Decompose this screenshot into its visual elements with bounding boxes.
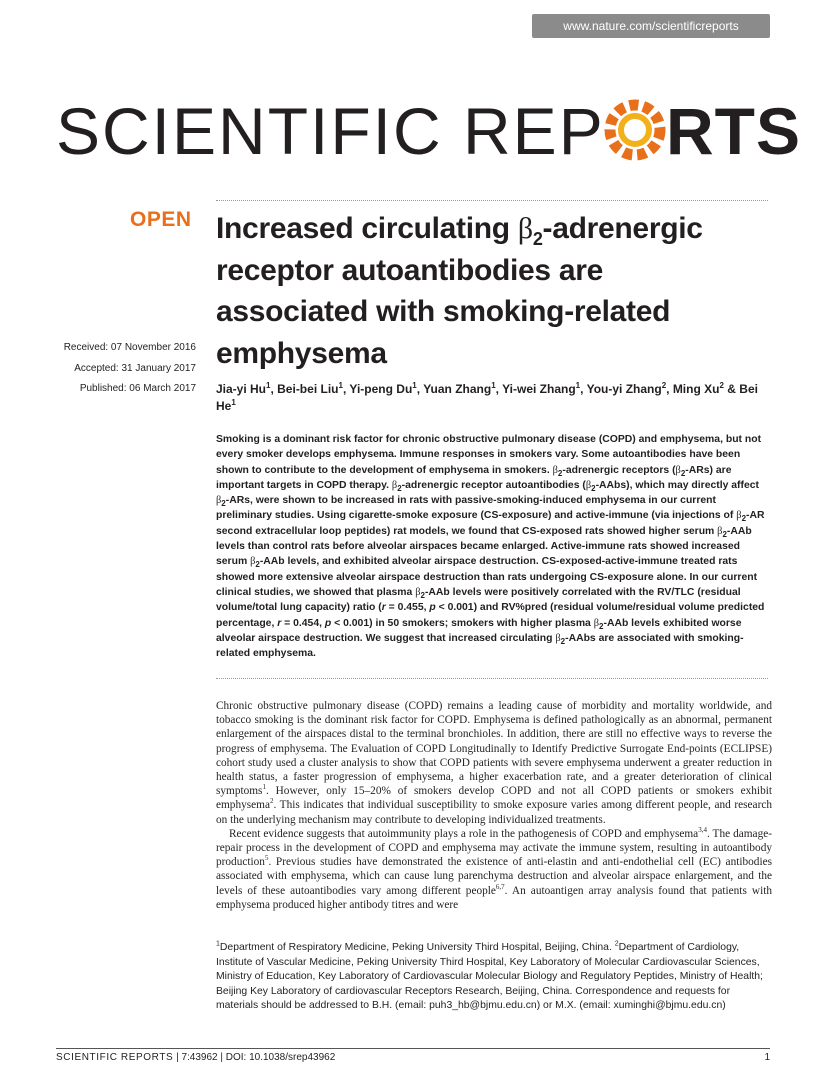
- abstract: [216, 432, 772, 661]
- logo-o-outer: [610, 105, 660, 155]
- body-text: [216, 699, 772, 912]
- text-run: . Previous studies have demonstrated the existence of anti-elastin and anti-endothelial cell (EC) antibodies associated with emphysema, which can cause lung parenchyma destruction and alveolar airspace enlargement, and the levels of these autoantibodies vary among different people: [216, 856, 772, 897]
- beta-subscript: 2: [599, 621, 604, 631]
- article-dates: [20, 338, 196, 400]
- text-run: -AAb levels were positively correlated with the RV/TLC (residual volume/total lung capacity) ratio (: [216, 586, 741, 614]
- text-run: Recent evidence suggests that autoimmunity plays a role in the pathogenesis of COPD and emphysema: [229, 827, 699, 840]
- text-run: Chronic obstructive pulmonary disease (COPD) remains a leading cause of morbidity and mortality worldwide, and tobacco smoking is the dominant risk factor for COPD. Emphysema is defined pathologically as an abnormal, permanent enlargement of the airspaces distal to the terminal bronchioles. In addition, there are still no effective ways to reverse the progress of emphysema. The Evaluation of COPD Longitudinally to Identify Predictive Surrogate End-points (ECLIPSE) cohort study used a cluster analysis to show that COPD patients with severe emphysema underwent a greater reduction in health status, a faster progression of emphysema, a higher exacerbation rate, and a greater deterioration of clinical symptoms: [216, 700, 772, 798]
- author-name: Yuan Zhang: [423, 382, 492, 396]
- text-run: -AAbs), which may directly affect: [595, 479, 759, 491]
- author-name: You-yi Zhang: [586, 382, 662, 396]
- text-run: -AR second extracellular loop peptides) rat models, we found that CS-exposed rats showed higher serum: [216, 510, 765, 537]
- accepted-date: Accepted: 31 January 2017: [74, 362, 196, 374]
- text-run: -AAb levels than control rats before alveolar airspaces became enlarged. Active-immune rats showed increased serum: [216, 525, 752, 568]
- body-paragraph-1: [216, 699, 772, 827]
- title-line3: associated with smoking-related: [216, 295, 671, 328]
- beta-symbol: β: [585, 479, 592, 491]
- title-line1-post: -adrenergic: [542, 212, 703, 245]
- author-name: Bei-bei Liu: [277, 382, 339, 396]
- beta-symbol: β: [555, 632, 561, 644]
- text-run: -adrenergic receptor autoantibodies (: [401, 479, 586, 491]
- text-run: < 0.001) in 50 smokers; smokers with higher plasma: [331, 617, 594, 629]
- footer-rule: [56, 1048, 770, 1049]
- journal-masthead-logo: [56, 88, 801, 168]
- logo-o-mark: [610, 105, 660, 155]
- text-run: < 0.001) and RV%pred (residual volume/residual volume predicted percentage,: [216, 602, 765, 629]
- title-separator: [216, 200, 768, 201]
- beta-symbol: β: [736, 510, 742, 522]
- author-affiliation-mark: 1: [266, 381, 271, 390]
- text-run: = 0.455,: [385, 602, 430, 614]
- beta-subscript: 2: [221, 499, 226, 509]
- published-date: Published: 06 March 2017: [79, 383, 196, 394]
- author-name: Jia-yi Hu: [216, 382, 267, 396]
- text-run: . This indicates that individual susceptibility to smoke exposure varies among different people, and research on the underlying mechanism may contribute to developing individualized treatments.: [216, 799, 772, 826]
- beta-subscript: 2: [591, 483, 596, 493]
- text-run: . The damage-repair process in the development of COPD and emphysema may activate the immune system, resulting in autoantibody production: [216, 827, 772, 869]
- beta-symbol: β: [717, 525, 723, 537]
- masthead-text-part1: SCIENTIFIC REP: [56, 94, 605, 168]
- title-line4: emphysema: [216, 336, 387, 370]
- stat-variable: r: [277, 617, 282, 629]
- stat-variable: r: [381, 602, 386, 614]
- text-run: Department of Respiratory Medicine, Peking University Third Hospital, Beijing, China.: [219, 942, 615, 953]
- citation-superscript: 5: [264, 854, 269, 863]
- journal-url-badge[interactable]: www.nature.com/scientificreports: [532, 14, 770, 38]
- received-date: Received: 07 November 2016: [63, 342, 196, 353]
- page-footer: [56, 1052, 770, 1063]
- beta-subscript: 2: [680, 468, 686, 478]
- author-affiliation-mark: 1: [412, 381, 417, 390]
- author-separator: ,: [270, 382, 278, 396]
- abstract-separator: [216, 678, 768, 679]
- author-list: [216, 381, 776, 415]
- beta-subscript: 2: [397, 483, 402, 493]
- author-separator: &: [723, 382, 740, 396]
- open-access-label: OPEN: [130, 208, 192, 231]
- author-affiliation-mark: 1: [338, 381, 343, 390]
- text-run: . An autoantigen array analysis found that patients with emphysema produced higher antibody titres and were: [216, 884, 772, 911]
- citation-superscript: 2: [614, 940, 619, 948]
- logo-o-inner: [621, 116, 649, 144]
- beta-symbol: β: [250, 556, 256, 568]
- beta-symbol: β: [391, 479, 398, 491]
- beta-symbol: β: [415, 586, 421, 598]
- beta-symbol: β: [552, 464, 558, 476]
- author-name: Yi-wei Zhang: [502, 382, 576, 396]
- author-separator: ,: [495, 382, 503, 396]
- footer-citation: | 7:43962 | DOI: 10.1038/srep43962: [173, 1052, 336, 1063]
- author-name: Yi-peng Du: [349, 382, 413, 396]
- author-affiliation-mark: 1: [491, 381, 496, 390]
- title-line1-pre: Increased circulating: [216, 212, 518, 245]
- author-affiliation-mark: 1: [575, 381, 581, 390]
- footer-journal: SCIENTIFIC REPORTS: [56, 1052, 174, 1063]
- beta-subscript: 2: [560, 636, 566, 646]
- citation-superscript: 1: [216, 940, 220, 948]
- text-run: -AAb levels exhibited worse alveolar airspace destruction. We suggest that increased circulating: [216, 617, 742, 644]
- author-affiliation-mark: 1: [231, 398, 236, 407]
- beta-subscript: 2: [722, 529, 727, 539]
- masthead-text-part2: RTS: [666, 94, 801, 168]
- article-title: [216, 208, 776, 374]
- beta-subscript: 2: [557, 468, 563, 478]
- citation-superscript: 6,7: [495, 882, 505, 891]
- author-name: Bei He: [216, 382, 758, 413]
- body-paragraph-2: [216, 827, 772, 912]
- author-affiliation-mark: 2: [661, 381, 667, 390]
- text-run: -ARs, were shown to be increased in rats with passive-smoking-induced emphysema in our current preliminary studies. Using cigarette-smoke exposure (CS-exposure) and active-immune (via injections of: [216, 495, 737, 522]
- stat-variable: p: [324, 617, 332, 629]
- text-run: -ARs) are important targets in COPD therapy.: [216, 464, 732, 491]
- title-line2: receptor autoantibodies are: [216, 253, 603, 287]
- page-number: 1: [764, 1052, 770, 1063]
- text-run: = 0.454,: [281, 617, 325, 629]
- stat-variable: p: [429, 602, 436, 614]
- author-name: Ming Xu: [672, 382, 720, 396]
- masthead-svg: [56, 88, 801, 168]
- beta-symbol: β: [593, 617, 600, 629]
- text-run: -adrenergic receptors (: [562, 464, 676, 476]
- text-run: -AAb levels, and exhibited alveolar airspace destruction. CS-exposed-active-immune treated rats showed more extensive alveolar airspace destruction than rats undergoing CS-exposure alone. In our current clinical studies, we showed that plasma: [216, 556, 758, 598]
- text-run: Department of Cardiology, Institute of Vascular Medicine, Peking University Third Hospital, Key Laboratory of Molecular Cardiovascular Sciences, Ministry of Education, Key Laboratory of Cardiovascular Molecular Biology and Regulatory Peptides, Ministry of Health; Beijing Key Laboratory of cardiovascular Receptors Research, Beijing, China. Correspondence and requests for materials should be addressed to B.H. (email: puh3_hb@bjmu.edu.cn) or M.X. (email: xuminghi@bjmu.edu.cn): [216, 942, 763, 1012]
- author-separator: ,: [416, 382, 424, 396]
- beta-subscript: 2: [741, 514, 747, 524]
- citation-superscript: 2: [269, 797, 274, 806]
- beta-symbol: β: [216, 495, 222, 507]
- title-sub: 2: [532, 229, 543, 249]
- author-separator: ,: [342, 382, 350, 396]
- citation-superscript: 3,4: [698, 826, 707, 835]
- citation-superscript: 1: [262, 783, 266, 792]
- text-run: -AAbs are associated with smoking-related emphysema.: [216, 632, 744, 660]
- author-separator: ,: [580, 382, 587, 396]
- title-beta: β: [517, 212, 533, 245]
- author-separator: ,: [666, 382, 673, 396]
- beta-subscript: 2: [255, 560, 260, 570]
- text-run: Smoking is a dominant risk factor for chronic obstructive pulmonary disease (COPD) and emphysema, but not every smoker develops emphysema. Immune responses in smokers vary. Some autoantibodies have been shown to contribute to the development of emphysema in smokers.: [216, 434, 762, 476]
- author-affiliation-mark: 2: [719, 381, 724, 390]
- beta-subscript: 2: [420, 591, 425, 601]
- text-run: . However, only 15–20% of smokers develop COPD and not all COPD patients or smokers exhibit emphysema: [216, 785, 772, 812]
- beta-symbol: β: [675, 464, 681, 476]
- affiliations: [216, 941, 772, 1014]
